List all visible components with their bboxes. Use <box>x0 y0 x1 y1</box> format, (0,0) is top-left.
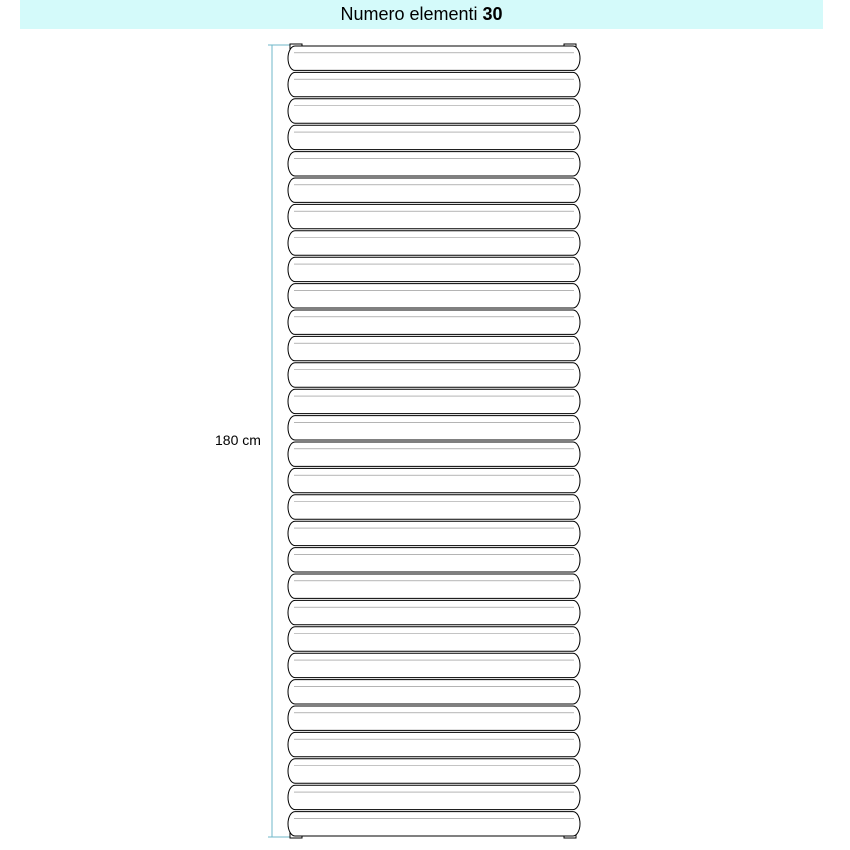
radiator-element <box>288 363 580 387</box>
radiator-element <box>288 785 580 809</box>
radiator-element <box>288 336 580 360</box>
radiator-element <box>288 468 580 492</box>
element-count-value: 30 <box>482 4 503 24</box>
height-dimension-label: 180 cm <box>215 432 261 448</box>
radiator-element <box>288 178 580 202</box>
radiator-element <box>288 99 580 123</box>
radiator-element <box>288 680 580 704</box>
radiator-element <box>288 416 580 440</box>
radiator-element <box>288 600 580 624</box>
radiator-element <box>288 152 580 176</box>
radiator-element <box>288 812 580 836</box>
radiator-element <box>288 231 580 255</box>
radiator-element <box>288 46 580 70</box>
radiator-element <box>288 204 580 228</box>
radiator-element <box>288 706 580 730</box>
radiator-element <box>288 653 580 677</box>
radiator-element <box>288 72 580 96</box>
radiator-element <box>288 574 580 598</box>
radiator-element <box>288 548 580 572</box>
radiator-element <box>288 627 580 651</box>
radiator-element <box>288 732 580 756</box>
radiator-element <box>288 389 580 413</box>
radiator-element <box>288 495 580 519</box>
radiator-elements <box>288 46 580 836</box>
radiator-element <box>288 521 580 545</box>
radiator-element <box>288 257 580 281</box>
radiator-element <box>288 759 580 783</box>
radiator-element <box>288 125 580 149</box>
element-count-label: Numero elementi <box>340 4 478 24</box>
height-dimension-line <box>268 45 290 837</box>
radiator-element <box>288 310 580 334</box>
radiator-element <box>288 442 580 466</box>
radiator-element <box>288 284 580 308</box>
